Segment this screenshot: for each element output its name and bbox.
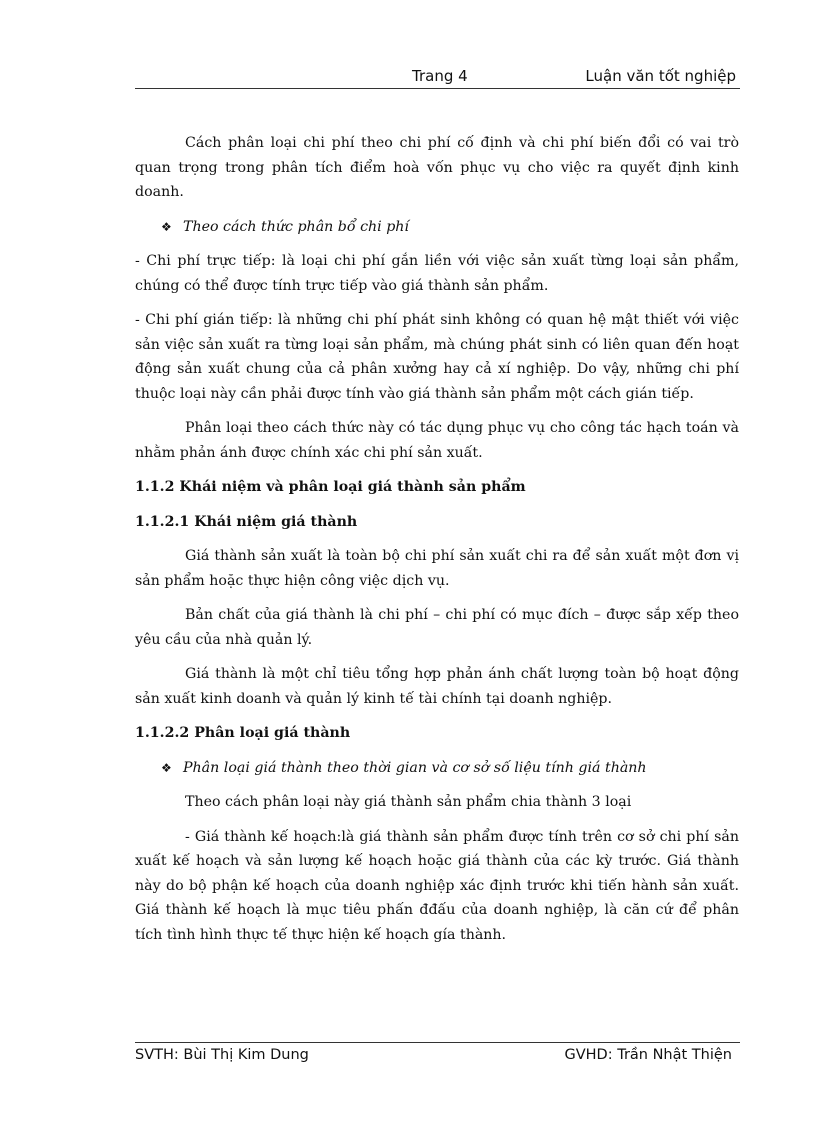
paragraph: Giá thành là một chỉ tiêu tổng hợp phản ánh chất lượng toàn bộ hoạt động sản xuất kinh doanh và quản lý kinh tế tài chính tại doanh nghiệp. <box>135 666 739 707</box>
bullet-item <box>135 756 739 781</box>
document-title: Luận văn tốt nghiệp <box>585 67 736 85</box>
page-body <box>135 131 739 957</box>
page-header <box>135 64 740 89</box>
student-name: SVTH: Bùi Thị Kim Dung <box>135 1047 309 1063</box>
diamond-bullet-icon: ❖ <box>161 219 172 234</box>
paragraph: - Chi phí gián tiếp: là những chi phí phát sinh không có quan hệ mật thiết với việc sản việc sản xuất ra từng loại sản phẩm, mà chúng phát sinh có liên quan đến hoạt động sản xuất chung của cả phân xưởng hay cả xí nghiệp. Do vậy, những chi phí thuộc loại này cần phải được tính vào giá thành sản phẩm một cách gián tiếp. <box>135 312 739 402</box>
bullet-item <box>135 215 739 240</box>
paragraph: - Giá thành kế hoạch:là giá thành sản phẩm được tính trên cơ sở chi phí sản xuất kế hoạch và sản lượng kế hoạch hoặc giá thành của các kỳ trước. Giá thành này do bộ phận kế hoạch của doanh nghiệp xác định trước khi tiến hành sản xuất. Giá thành kế hoạch là mục tiêu phấn đđấu của doanh nghiệp, là căn cứ để phân tích tình hình thực tế thực hiện kế hoạch gía thành. <box>135 828 739 943</box>
bullet-text: Phân loại giá thành theo thời gian và cơ sở số liệu tính giá thành <box>183 759 647 776</box>
paragraph: Cách phân loại chi phí theo chi phí cố định và chi phí biến đổi có vai trò quan trọng trong phân tích điểm hoà vốn phục vụ cho việc ra quyết định kinh doanh. <box>135 135 739 200</box>
paragraph: - Chi phí trực tiếp: là loại chi phí gắn liền với việc sản xuất từng loại sản phẩm, chúng có thể được tính trực tiếp vào giá thành sản phẩm. <box>135 253 739 294</box>
bullet-text: Theo cách thức phân bổ chi phí <box>183 218 409 235</box>
paragraph: Bản chất của giá thành là chi phí – chi phí có mục đích – được sắp xếp theo yêu cầu của nhà quản lý. <box>135 607 739 648</box>
subsection-heading: 1.1.2.1 Khái niệm giá thành <box>135 513 358 530</box>
paragraph: Theo cách phân loại này giá thành sản phẩm chia thành 3 loại <box>185 794 632 810</box>
subsection-heading: 1.1.2.2 Phân loại giá thành <box>135 725 351 741</box>
paragraph: Phân loại theo cách thức này có tác dụng phục vụ cho công tác hạch toán và nhằm phản ánh được chính xác chi phí sản xuất. <box>135 420 739 461</box>
paragraph: Giá thành sản xuất là toàn bộ chi phí sản xuất chi ra để sản xuất một đơn vị sản phẩm hoặc thực hiện công việc dịch vụ. <box>135 548 739 589</box>
section-heading: 1.1.2 Khái niệm và phân loại giá thành sản phẩm <box>135 479 526 495</box>
page-number: Trang 4 <box>412 67 468 85</box>
advisor-name: GVHD: Trần Nhật Thiện <box>564 1047 732 1063</box>
diamond-bullet-icon: ❖ <box>161 760 172 775</box>
page-footer <box>135 1042 740 1063</box>
